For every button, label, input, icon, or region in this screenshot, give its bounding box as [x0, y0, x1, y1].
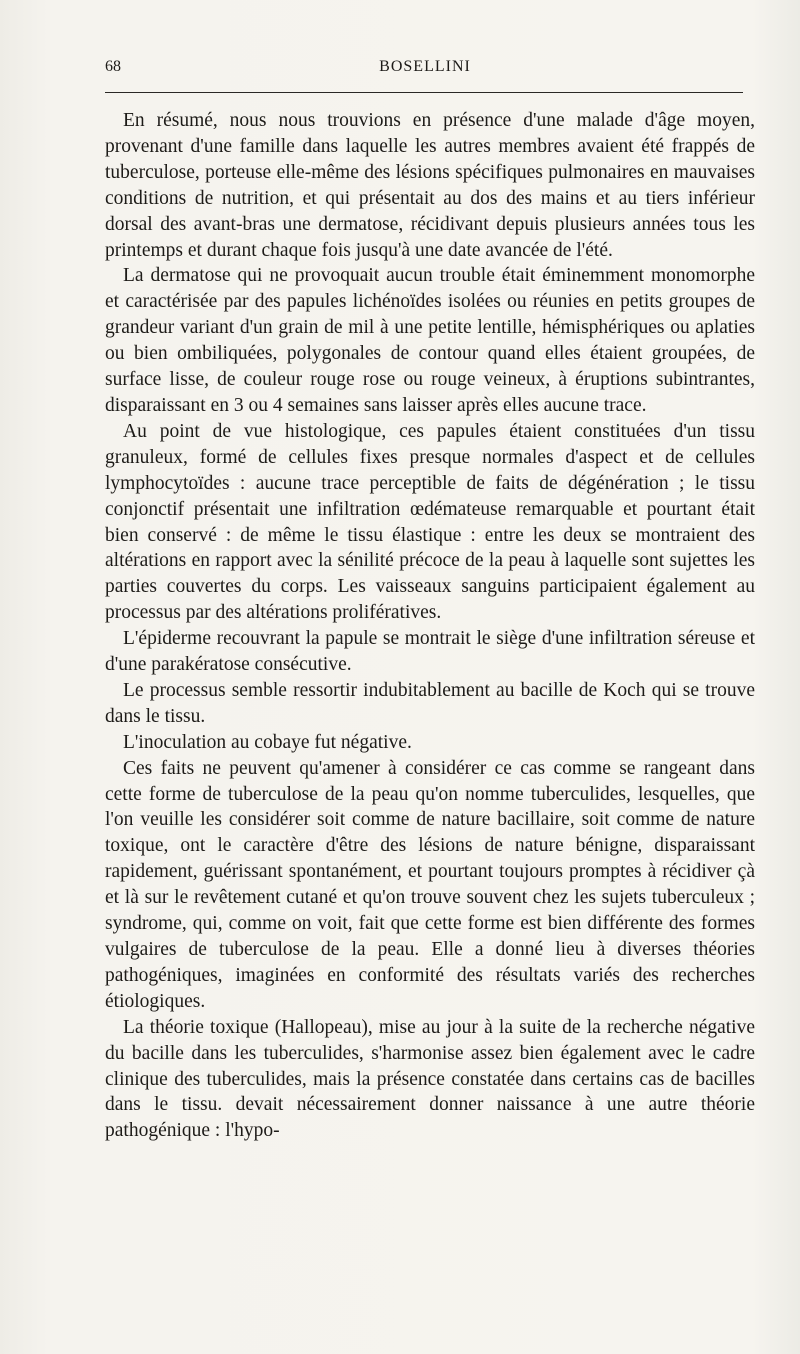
paragraph-summary: En résumé, nous nous trouvions en présence d'une malade d'âge moyen, provenant d'une famille dans laquelle les autres membres avaient été frappés de tuberculose, porteuse elle-même des lésions spécifiques pulmonaires en mauvaises conditions de nutrition, et qui présentait au dos des mains et au tiers inférieur dorsal des avant-bras une dermatose, récidivant depuis plusieurs années tous les printemps et durant chaque fois jusqu'à une date avancée de l'été. — [105, 110, 755, 261]
body-text — [105, 108, 755, 1144]
paragraph-processus: Le processus semble ressortir indubitablement au bacille de Koch qui se trouve dans le tissu. — [105, 679, 755, 727]
paragraph-theorie-toxique: La théorie toxique (Hallopeau), mise au jour à la suite de la recherche négative du bacille dans les tuberculides, s'harmonise assez bien également avec le cadre clinique des tuberculides, mais la présence constatée dans certains cas de bacilles dans le tissu. devait nécessairement donner naissance à une autre théorie pathogénique : l'hypo- — [105, 1016, 755, 1142]
header-rule — [105, 92, 743, 93]
paragraph-dermatose: La dermatose qui ne provoquait aucun trouble était éminemment monomorphe et caractérisée par des papules lichénoïdes isolées ou réunies en petits groupes de grandeur variant d'un grain de mil à une petite lentille, hémisphériques ou aplaties ou bien ombiliquées, polygonales de contour quand elles étaient groupées, de surface lisse, de couleur rouge rose ou rouge veineux, à éruptions subintrantes, disparaissant en 3 ou 4 semaines sans laisser après elles aucune trace. — [105, 265, 755, 416]
running-head: BOSELLINI — [379, 58, 471, 75]
paragraph-tuberculides: Ces faits ne peuvent qu'amener à considérer ce cas comme se rangeant dans cette forme de tuberculose de la peau qu'on nomme tuberculides, lesquelles, que l'on veuille les considérer soit comme de nature bacillaire, soit comme de nature toxique, ont le caractère d'être des lésions de nature bénigne, disparaissant rapidement, guérissant spontanément, et pourtant toujours promptes à récidiver çà et là sur le revêtement cutané et qu'on trouve souvent chez les sujets tuberculeux ; syndrome, qui, comme on voit, fait que cette forme est bien différente des formes vulgaires de tuberculose de la peau. Elle a donné lieu à diverses théories pathogéniques, imaginées en conformité des résultats variés des recherches étiologiques. — [105, 757, 755, 1012]
page-number: 68 — [105, 58, 121, 75]
page-header — [105, 58, 745, 84]
paragraph-epiderme: L'épiderme recouvrant la papule se montrait le siège d'une infiltration séreuse et d'une parakératose consécutive. — [105, 628, 755, 676]
paragraph-histologie: Au point de vue histologique, ces papules étaient constituées d'un tissu granuleux, formé de cellules fixes presque normales d'aspect et de cellules lymphocytoïdes : aucune trace perceptible de faits de dégénération ; le tissu conjonctif présentait une infiltration œdémateuse remarquable et pourtant était bien conservé : de même le tissu élastique : entre les deux se montraient des altérations en rapport avec la sénilité précoce de la peau à laquelle sont sujettes les parties couvertes du corps. Les vaisseaux sanguins participaient également au processus par des altérations prolifératives. — [105, 420, 755, 624]
paragraph-inoculation: L'inoculation au cobaye fut négative. — [123, 731, 412, 753]
